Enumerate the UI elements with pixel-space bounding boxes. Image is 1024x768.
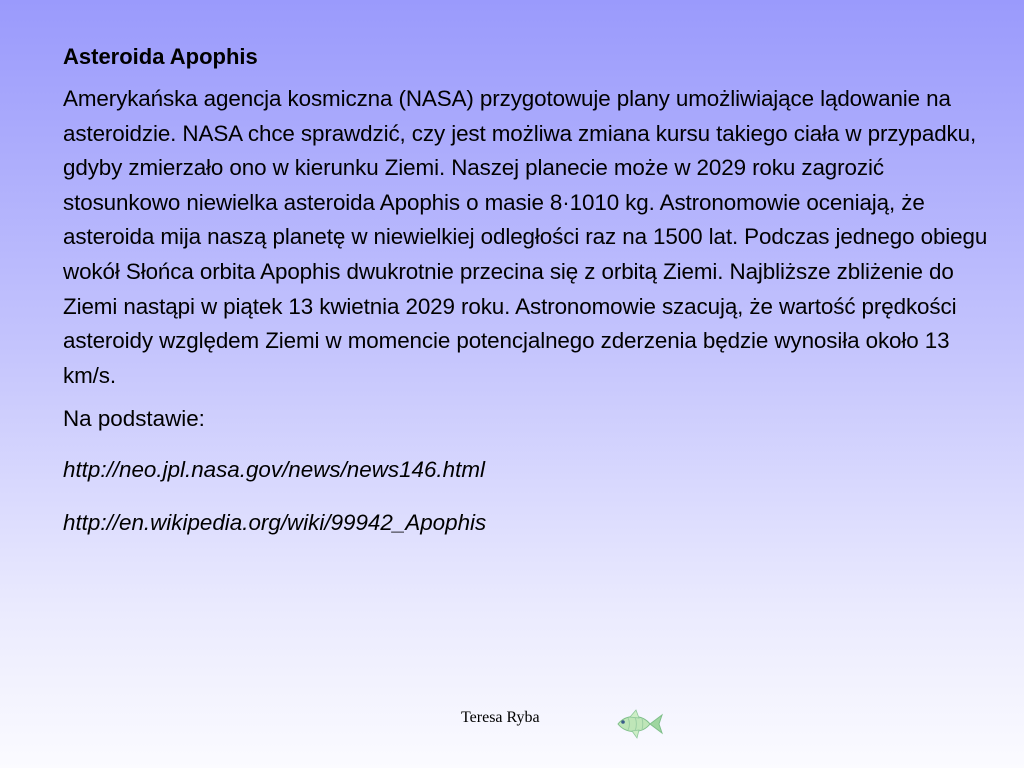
slide-content [63, 42, 998, 561]
body-paragraph: Amerykańska agencja kosmiczna (NASA) przygotowuje plany umożliwiające lądowanie na asteroidzie. NASA chce sprawdzić, czy jest możliwa zmiana kursu takiego ciała w przypadku, gdyby zmierzało ono w kierunku Ziemi. Naszej planecie może w 2029 roku zagrozić stosunkowo niewielka asteroida Apophis o masie 8·1010 kg. Astronomowie oceniają, że asteroida mija naszą planetę w niewielkiej odległości raz na 1500 lat. Podczas jednego obiegu wokół Słońca orbita Apophis dwukrotnie przecina się z orbitą Ziemi. Najbliższe zbliżenie do Ziemi nastąpi w piątek 13 kwietnia 2029 roku. Astronomowie szacują, że wartość prędkości asteroidy względem Ziemi w momencie potencjalnego zderzenia będzie wynosiła około 13 km/s. [63, 86, 988, 388]
fish-icon [612, 706, 664, 742]
source-label: Na podstawie: [63, 406, 205, 432]
source-link-wikipedia[interactable]: http://en.wikipedia.org/wiki/99942_Apophis [63, 510, 487, 536]
source-link-nasa[interactable]: http://neo.jpl.nasa.gov/news/news146.html [63, 457, 485, 483]
footer-author: Teresa Ryba [461, 709, 540, 726]
slide-title: Asteroida Apophis [63, 44, 258, 69]
